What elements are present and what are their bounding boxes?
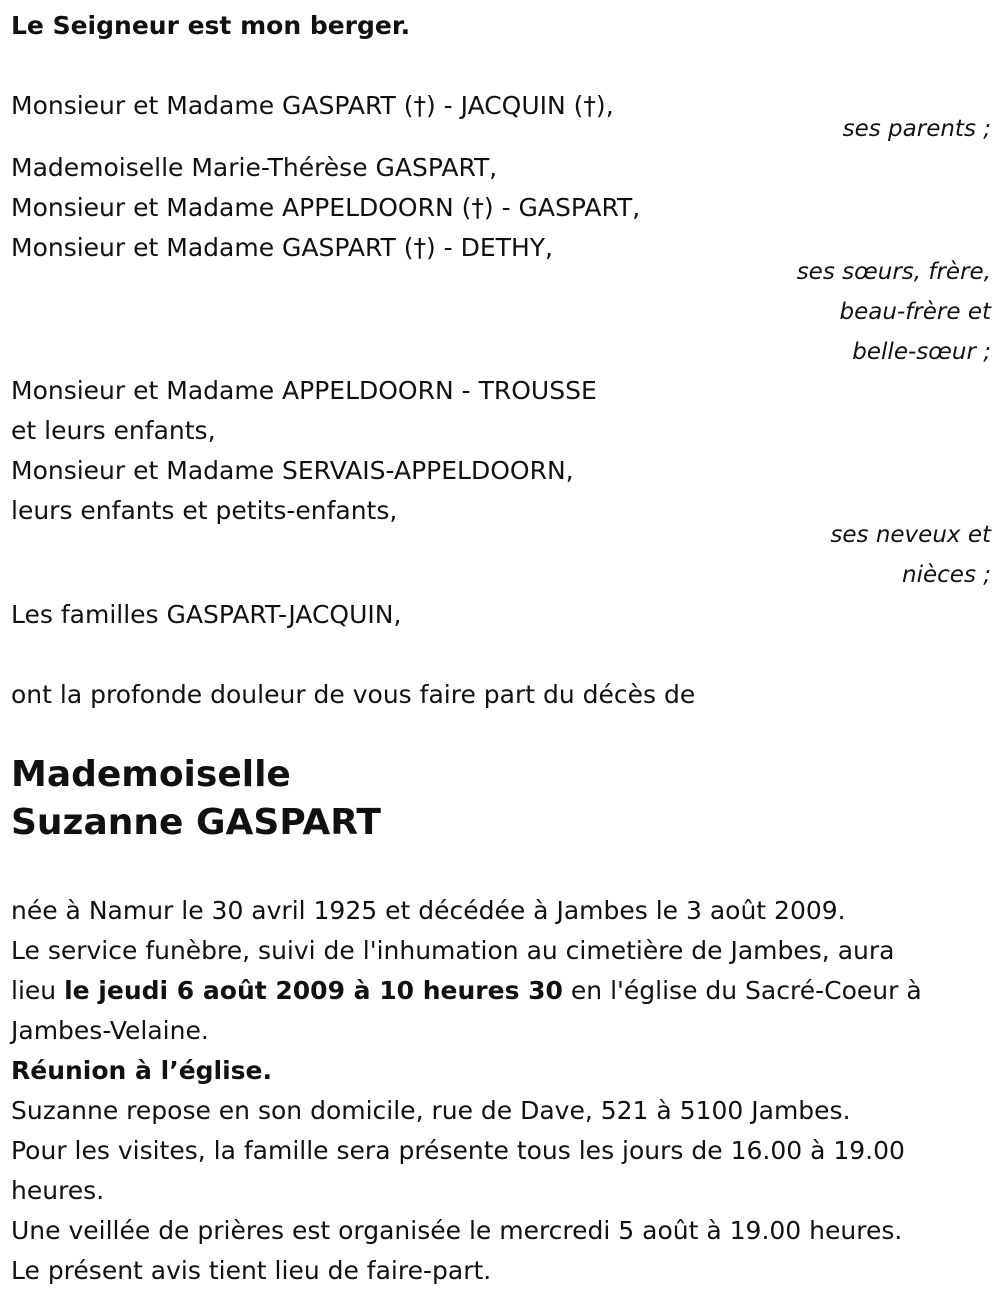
rest-location: Suzanne repose en son domicile, rue de Dave, 521 à 5100 Jambes. — [11, 1096, 851, 1125]
service-text: Le service funèbre, suivi de l'inhumation au cimetière de Jambes, aura — [11, 936, 895, 965]
meeting-note: Réunion à l’église. — [11, 1056, 273, 1085]
announcement: ont la profonde douleur de vous faire part du décès de — [11, 680, 696, 709]
nephew-line: et leurs enfants, — [11, 416, 216, 445]
nephew-line: leurs enfants et petits-enfants, — [11, 496, 398, 525]
deceased-name: Suzanne GASPART — [11, 802, 381, 843]
deceased-title: Mademoiselle — [11, 754, 291, 795]
relation-nephews: nièces ; — [902, 562, 991, 588]
service-text: Jambes-Velaine. — [11, 1016, 209, 1045]
service-text — [11, 971, 922, 1011]
sibling-line: Mademoiselle Marie-Thérèse GASPART, — [11, 153, 498, 182]
visits-text: heures. — [11, 1176, 105, 1205]
relation-parents: ses parents ; — [842, 116, 991, 142]
sibling-line: Monsieur et Madame GASPART (†) - DETHY, — [11, 233, 553, 262]
relation-siblings: beau-frère et — [839, 299, 991, 325]
nephew-line: Monsieur et Madame SERVAIS-APPELDOORN, — [11, 456, 574, 485]
visits-text: Pour les visites, la famille sera présente tous les jours de 16.00 à 19.00 — [11, 1136, 905, 1165]
relation-nephews: ses neveux et — [830, 522, 991, 548]
nephew-line: Monsieur et Madame APPELDOORN - TROUSSE — [11, 376, 597, 405]
service-suffix: en l'église du Sacré-Coeur à — [562, 976, 922, 1005]
sibling-line: Monsieur et Madame APPELDOORN (†) - GASPART, — [11, 193, 641, 222]
relation-siblings: ses sœurs, frère, — [796, 259, 991, 285]
vigil-text: Une veillée de prières est organisée le mercredi 5 août à 19.00 heures. — [11, 1216, 903, 1245]
service-date: le jeudi 6 août 2009 à 10 heures 30 — [64, 976, 563, 1005]
motto: Le Seigneur est mon berger. — [11, 11, 411, 40]
families-line: Les familles GASPART-JACQUIN, — [11, 600, 402, 629]
service-prefix: lieu — [11, 976, 65, 1005]
notice-text: Le présent avis tient lieu de faire-part. — [11, 1256, 492, 1285]
parents-line: Monsieur et Madame GASPART (†) - JACQUIN (†), — [11, 91, 614, 120]
relation-siblings: belle-sœur ; — [852, 339, 991, 365]
birth-death: née à Namur le 30 avril 1925 et décédée à Jambes le 3 août 2009. — [11, 896, 846, 925]
